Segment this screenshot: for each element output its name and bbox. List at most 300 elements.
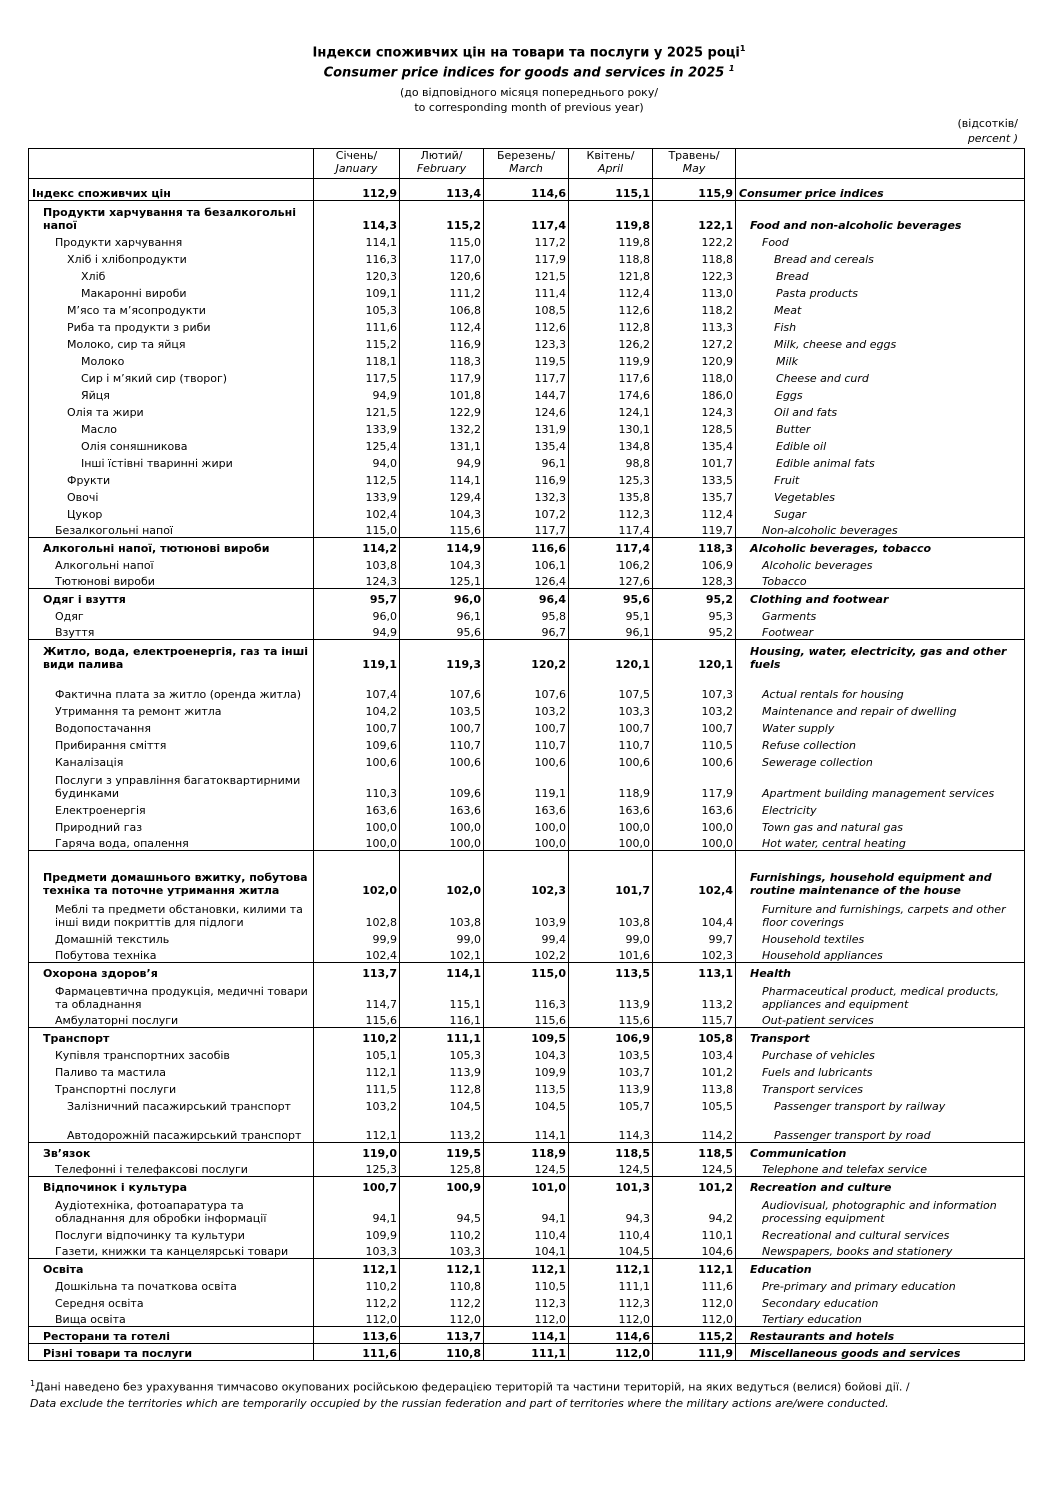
value-cell: 111,2 bbox=[400, 283, 484, 300]
value-cell: 109,6 bbox=[314, 735, 400, 752]
row-label-ua: Гаряча вода, опалення bbox=[29, 834, 314, 851]
table-row bbox=[29, 1194, 1025, 1225]
value-cell: 96,0 bbox=[400, 589, 484, 606]
row-label-ua: Транспортні послуги bbox=[29, 1079, 314, 1096]
value-cell: 112,1 bbox=[314, 1062, 400, 1079]
value-cell: 96,1 bbox=[400, 606, 484, 623]
value-cell: 110,2 bbox=[314, 1276, 400, 1293]
value-cell: 112,2 bbox=[400, 1293, 484, 1310]
value-cell: 127,6 bbox=[569, 572, 653, 589]
value-cell: 133,5 bbox=[653, 470, 736, 487]
value-cell: 106,1 bbox=[484, 555, 569, 572]
value-cell: 104,3 bbox=[400, 555, 484, 572]
value-cell: 124,3 bbox=[314, 572, 400, 589]
row-label-ua: Аудіотехніка, фотоапаратура та обладнання для обробки інформації bbox=[29, 1194, 314, 1225]
value-cell: 134,8 bbox=[569, 436, 653, 453]
row-label-ua: Продукти харчування та безалкогольні напої bbox=[29, 201, 314, 232]
value-cell: 163,6 bbox=[569, 800, 653, 817]
row-label-ua: Автодорожній пасажирський транспорт bbox=[29, 1113, 314, 1143]
row-label-ua: Каналізація bbox=[29, 752, 314, 769]
table-row bbox=[29, 470, 1025, 487]
table-row bbox=[29, 1259, 1025, 1276]
value-cell: 114,1 bbox=[484, 1327, 569, 1344]
table-row bbox=[29, 1242, 1025, 1259]
value-cell: 115,2 bbox=[400, 201, 484, 232]
row-label-en: Pre-primary and primary education bbox=[736, 1276, 1025, 1293]
value-cell: 112,5 bbox=[314, 470, 400, 487]
value-cell: 118,3 bbox=[653, 538, 736, 555]
value-cell: 112,4 bbox=[569, 283, 653, 300]
value-cell: 111,1 bbox=[400, 1028, 484, 1045]
table-row bbox=[29, 1045, 1025, 1062]
value-cell: 115,6 bbox=[400, 521, 484, 538]
value-cell: 100,0 bbox=[314, 834, 400, 851]
value-cell: 128,3 bbox=[653, 572, 736, 589]
value-cell: 119,8 bbox=[569, 201, 653, 232]
row-label-ua: Послуги відпочинку та культури bbox=[29, 1225, 314, 1242]
value-cell: 186,0 bbox=[653, 385, 736, 402]
table-row bbox=[29, 1143, 1025, 1160]
row-label-en: Furniture and furnishings, carpets and other floor coverings bbox=[736, 897, 1025, 929]
value-cell: 103,3 bbox=[314, 1242, 400, 1259]
row-label-en: Transport services bbox=[736, 1079, 1025, 1096]
value-cell: 102,1 bbox=[400, 946, 484, 963]
value-cell: 110,1 bbox=[653, 1225, 736, 1242]
value-cell: 109,6 bbox=[400, 769, 484, 800]
row-label-ua: Послуги з управління багатоквартирними будинками bbox=[29, 769, 314, 800]
value-cell: 129,4 bbox=[400, 487, 484, 504]
row-label-en: Household appliances bbox=[736, 946, 1025, 963]
value-cell: 120,1 bbox=[653, 640, 736, 671]
value-cell: 99,7 bbox=[653, 929, 736, 946]
value-cell: 107,3 bbox=[653, 671, 736, 701]
row-label-ua: М’ясо та м’ясопродукти bbox=[29, 300, 314, 317]
value-cell: 122,1 bbox=[653, 201, 736, 232]
table-row bbox=[29, 1310, 1025, 1327]
table-row bbox=[29, 436, 1025, 453]
table-row bbox=[29, 1293, 1025, 1310]
value-cell: 108,5 bbox=[484, 300, 569, 317]
value-cell: 125,1 bbox=[400, 572, 484, 589]
value-cell: 106,8 bbox=[400, 300, 484, 317]
value-cell: 104,3 bbox=[400, 504, 484, 521]
value-cell: 117,2 bbox=[484, 232, 569, 249]
table-row bbox=[29, 402, 1025, 419]
value-cell: 119,7 bbox=[653, 521, 736, 538]
value-cell: 94,0 bbox=[314, 453, 400, 470]
value-cell: 96,1 bbox=[569, 623, 653, 640]
row-label-ua: Масло bbox=[29, 419, 314, 436]
value-cell: 114,3 bbox=[569, 1113, 653, 1143]
value-cell: 118,2 bbox=[653, 300, 736, 317]
value-cell: 110,3 bbox=[314, 769, 400, 800]
value-cell: 101,0 bbox=[484, 1177, 569, 1194]
value-cell: 101,2 bbox=[653, 1062, 736, 1079]
value-cell: 104,5 bbox=[569, 1242, 653, 1259]
value-cell: 110,5 bbox=[653, 735, 736, 752]
value-cell: 117,4 bbox=[569, 538, 653, 555]
table-row bbox=[29, 538, 1025, 555]
value-cell: 103,7 bbox=[569, 1062, 653, 1079]
row-label-ua: Індекс споживчих цін bbox=[29, 179, 314, 201]
value-cell: 94,5 bbox=[400, 1194, 484, 1225]
value-cell: 104,5 bbox=[484, 1096, 569, 1113]
table-row bbox=[29, 817, 1025, 834]
value-cell: 105,3 bbox=[314, 300, 400, 317]
value-cell: 133,9 bbox=[314, 487, 400, 504]
value-cell: 102,8 bbox=[314, 897, 400, 929]
value-cell: 100,0 bbox=[653, 834, 736, 851]
value-cell: 110,4 bbox=[569, 1225, 653, 1242]
value-cell: 100,0 bbox=[484, 834, 569, 851]
value-cell: 104,2 bbox=[314, 701, 400, 718]
value-cell: 121,5 bbox=[484, 266, 569, 283]
value-cell: 112,1 bbox=[400, 1259, 484, 1276]
row-label-ua: Ресторани та готелі bbox=[29, 1327, 314, 1344]
header-month: Січень/ January bbox=[314, 149, 400, 179]
row-label-en: Passenger transport by railway bbox=[736, 1096, 1025, 1113]
value-cell: 163,6 bbox=[484, 800, 569, 817]
value-cell: 121,8 bbox=[569, 266, 653, 283]
value-cell: 115,0 bbox=[484, 963, 569, 980]
value-cell: 116,3 bbox=[484, 980, 569, 1011]
value-cell: 104,1 bbox=[484, 1242, 569, 1259]
value-cell: 120,6 bbox=[400, 266, 484, 283]
header-blank-ua bbox=[29, 149, 314, 179]
table-row bbox=[29, 946, 1025, 963]
value-cell: 102,4 bbox=[314, 946, 400, 963]
table-row bbox=[29, 980, 1025, 1011]
value-cell: 112,0 bbox=[569, 1310, 653, 1327]
value-cell: 111,9 bbox=[653, 1344, 736, 1361]
row-label-en: Town gas and natural gas bbox=[736, 817, 1025, 834]
row-label-ua: Хліб bbox=[29, 266, 314, 283]
value-cell: 113,9 bbox=[569, 1079, 653, 1096]
value-cell: 113,7 bbox=[314, 963, 400, 980]
value-cell: 103,4 bbox=[653, 1045, 736, 1062]
value-cell: 95,6 bbox=[400, 623, 484, 640]
row-label-en: Purchase of vehicles bbox=[736, 1045, 1025, 1062]
row-label-ua: Паливо та мастила bbox=[29, 1062, 314, 1079]
table-row bbox=[29, 1011, 1025, 1028]
value-cell: 103,8 bbox=[569, 897, 653, 929]
value-cell: 113,5 bbox=[484, 1079, 569, 1096]
row-label-ua: Інші їстівні тваринні жири bbox=[29, 453, 314, 470]
row-label-en: Sugar bbox=[736, 504, 1025, 521]
table-row bbox=[29, 1177, 1025, 1194]
row-label-en: Recreation and culture bbox=[736, 1177, 1025, 1194]
row-label-ua: Одяг bbox=[29, 606, 314, 623]
value-cell: 94,1 bbox=[314, 1194, 400, 1225]
value-cell: 105,1 bbox=[314, 1045, 400, 1062]
table-row bbox=[29, 385, 1025, 402]
value-cell: 102,2 bbox=[484, 946, 569, 963]
value-cell: 119,5 bbox=[484, 351, 569, 368]
table-row bbox=[29, 334, 1025, 351]
value-cell: 100,0 bbox=[569, 834, 653, 851]
value-cell: 100,7 bbox=[569, 718, 653, 735]
table-row bbox=[29, 487, 1025, 504]
table-row bbox=[29, 1225, 1025, 1242]
row-label-ua: Яйця bbox=[29, 385, 314, 402]
value-cell: 131,1 bbox=[400, 436, 484, 453]
row-label-en: Food bbox=[736, 232, 1025, 249]
value-cell: 105,8 bbox=[653, 1028, 736, 1045]
value-cell: 119,1 bbox=[484, 769, 569, 800]
value-cell: 100,9 bbox=[400, 1177, 484, 1194]
value-cell: 115,1 bbox=[400, 980, 484, 1011]
value-cell: 101,7 bbox=[653, 453, 736, 470]
value-cell: 114,3 bbox=[314, 201, 400, 232]
value-cell: 100,6 bbox=[653, 752, 736, 769]
value-cell: 114,1 bbox=[484, 1113, 569, 1143]
value-cell: 117,5 bbox=[314, 368, 400, 385]
value-cell: 102,3 bbox=[653, 946, 736, 963]
value-cell: 116,9 bbox=[400, 334, 484, 351]
table-row bbox=[29, 521, 1025, 538]
value-cell: 96,0 bbox=[314, 606, 400, 623]
value-cell: 122,2 bbox=[653, 232, 736, 249]
value-cell: 119,5 bbox=[400, 1143, 484, 1160]
value-cell: 116,9 bbox=[484, 470, 569, 487]
table-row bbox=[29, 701, 1025, 718]
value-cell: 103,2 bbox=[314, 1096, 400, 1113]
value-cell: 124,6 bbox=[484, 402, 569, 419]
value-cell: 113,2 bbox=[400, 1113, 484, 1143]
value-cell: 101,2 bbox=[653, 1177, 736, 1194]
value-cell: 117,9 bbox=[400, 368, 484, 385]
value-cell: 112,3 bbox=[569, 504, 653, 521]
value-cell: 104,6 bbox=[653, 1242, 736, 1259]
value-cell: 119,9 bbox=[569, 351, 653, 368]
value-cell: 113,5 bbox=[569, 963, 653, 980]
value-cell: 95,3 bbox=[653, 606, 736, 623]
value-cell: 119,0 bbox=[314, 1143, 400, 1160]
value-cell: 163,6 bbox=[400, 800, 484, 817]
row-label-en: Hot water, central heating bbox=[736, 834, 1025, 851]
value-cell: 95,6 bbox=[569, 589, 653, 606]
value-cell: 94,3 bbox=[569, 1194, 653, 1225]
row-label-ua: Тютюнові вироби bbox=[29, 572, 314, 589]
table-row bbox=[29, 283, 1025, 300]
value-cell: 95,2 bbox=[653, 589, 736, 606]
value-cell: 100,0 bbox=[400, 834, 484, 851]
value-cell: 113,3 bbox=[653, 317, 736, 334]
value-cell: 102,0 bbox=[400, 851, 484, 897]
row-label-ua: Електроенергія bbox=[29, 800, 314, 817]
value-cell: 128,5 bbox=[653, 419, 736, 436]
value-cell: 100,7 bbox=[653, 718, 736, 735]
row-label-ua: Олія соняшникова bbox=[29, 436, 314, 453]
value-cell: 130,1 bbox=[569, 419, 653, 436]
value-cell: 163,6 bbox=[314, 800, 400, 817]
table-row bbox=[29, 1327, 1025, 1344]
row-label-ua: Безалкогольні напої bbox=[29, 521, 314, 538]
table-body bbox=[29, 179, 1025, 1361]
value-cell: 100,7 bbox=[314, 1177, 400, 1194]
table-row bbox=[29, 963, 1025, 980]
row-label-en: Food and non-alcoholic beverages bbox=[736, 201, 1025, 232]
value-cell: 144,7 bbox=[484, 385, 569, 402]
row-label-ua: Водопостачання bbox=[29, 718, 314, 735]
subtitle-ua: (до відповідного місяця попереднього року/ bbox=[399, 86, 659, 99]
value-cell: 118,5 bbox=[569, 1143, 653, 1160]
table-row bbox=[29, 1028, 1025, 1045]
value-cell: 120,1 bbox=[569, 640, 653, 671]
value-cell: 113,2 bbox=[653, 980, 736, 1011]
value-cell: 110,7 bbox=[400, 735, 484, 752]
value-cell: 174,6 bbox=[569, 385, 653, 402]
value-cell: 106,9 bbox=[569, 1028, 653, 1045]
value-cell: 113,9 bbox=[569, 980, 653, 1011]
table-row bbox=[29, 572, 1025, 589]
row-label-ua: Вища освіта bbox=[29, 1310, 314, 1327]
value-cell: 101,6 bbox=[569, 946, 653, 963]
value-cell: 103,3 bbox=[400, 1242, 484, 1259]
value-cell: 102,4 bbox=[314, 504, 400, 521]
table-row bbox=[29, 300, 1025, 317]
table-row bbox=[29, 752, 1025, 769]
table-row bbox=[29, 1079, 1025, 1096]
header-month: Травень/ May bbox=[653, 149, 736, 179]
value-cell: 124,5 bbox=[484, 1160, 569, 1177]
row-label-en: Fuels and lubricants bbox=[736, 1062, 1025, 1079]
value-cell: 103,8 bbox=[314, 555, 400, 572]
value-cell: 115,1 bbox=[569, 179, 653, 201]
value-cell: 132,3 bbox=[484, 487, 569, 504]
table-row bbox=[29, 589, 1025, 606]
row-label-en: Tobacco bbox=[736, 572, 1025, 589]
value-cell: 100,7 bbox=[400, 718, 484, 735]
value-cell: 115,0 bbox=[314, 521, 400, 538]
row-label-ua: Зв’язок bbox=[29, 1143, 314, 1160]
row-label-ua: Побутова техніка bbox=[29, 946, 314, 963]
value-cell: 112,0 bbox=[484, 1310, 569, 1327]
value-cell: 116,1 bbox=[400, 1011, 484, 1028]
value-cell: 126,4 bbox=[484, 572, 569, 589]
table-row bbox=[29, 368, 1025, 385]
value-cell: 106,9 bbox=[653, 555, 736, 572]
value-cell: 112,6 bbox=[569, 300, 653, 317]
row-label-ua: Амбулаторні послуги bbox=[29, 1011, 314, 1028]
value-cell: 110,2 bbox=[314, 1028, 400, 1045]
value-cell: 121,5 bbox=[314, 402, 400, 419]
value-cell: 110,2 bbox=[400, 1225, 484, 1242]
value-cell: 100,6 bbox=[569, 752, 653, 769]
value-cell: 100,7 bbox=[314, 718, 400, 735]
value-cell: 114,1 bbox=[314, 232, 400, 249]
value-cell: 115,2 bbox=[653, 1327, 736, 1344]
value-cell: 106,2 bbox=[569, 555, 653, 572]
value-cell: 112,9 bbox=[314, 179, 400, 201]
row-label-ua: Молоко bbox=[29, 351, 314, 368]
value-cell: 107,6 bbox=[484, 671, 569, 701]
value-cell: 99,0 bbox=[569, 929, 653, 946]
table-row bbox=[29, 623, 1025, 640]
value-cell: 113,9 bbox=[400, 1062, 484, 1079]
value-cell: 100,0 bbox=[400, 817, 484, 834]
value-cell: 94,2 bbox=[653, 1194, 736, 1225]
row-label-en: Audiovisual, photographic and information processing equipment bbox=[736, 1194, 1025, 1225]
value-cell: 111,1 bbox=[569, 1276, 653, 1293]
value-cell: 105,3 bbox=[400, 1045, 484, 1062]
value-cell: 100,0 bbox=[569, 817, 653, 834]
table-row bbox=[29, 1160, 1025, 1177]
table-row bbox=[29, 851, 1025, 897]
value-cell: 96,4 bbox=[484, 589, 569, 606]
row-label-en: Footwear bbox=[736, 623, 1025, 640]
title-en: Consumer price indices for goods and services in 2025 $^1$ bbox=[323, 64, 735, 81]
header-month: Квітень/ April bbox=[569, 149, 653, 179]
table-row bbox=[29, 897, 1025, 929]
value-cell: 107,5 bbox=[569, 671, 653, 701]
row-label-en: Newspapers, books and stationery bbox=[736, 1242, 1025, 1259]
row-label-en: Non-alcoholic beverages bbox=[736, 521, 1025, 538]
value-cell: 112,4 bbox=[653, 504, 736, 521]
value-cell: 135,4 bbox=[653, 436, 736, 453]
value-cell: 133,9 bbox=[314, 419, 400, 436]
value-cell: 107,6 bbox=[400, 671, 484, 701]
value-cell: 117,7 bbox=[484, 368, 569, 385]
value-cell: 114,6 bbox=[569, 1327, 653, 1344]
value-cell: 100,6 bbox=[400, 752, 484, 769]
value-cell: 104,4 bbox=[653, 897, 736, 929]
value-cell: 117,7 bbox=[484, 521, 569, 538]
value-cell: 118,9 bbox=[484, 1143, 569, 1160]
value-cell: 103,2 bbox=[484, 701, 569, 718]
row-label-ua: Природний газ bbox=[29, 817, 314, 834]
table-row bbox=[29, 800, 1025, 817]
value-cell: 112,1 bbox=[314, 1113, 400, 1143]
value-cell: 127,2 bbox=[653, 334, 736, 351]
value-cell: 114,1 bbox=[400, 470, 484, 487]
row-label-en: Out-patient services bbox=[736, 1011, 1025, 1028]
row-label-en: Water supply bbox=[736, 718, 1025, 735]
table-row bbox=[29, 718, 1025, 735]
row-label-en: Consumer price indices bbox=[736, 179, 1025, 201]
value-cell: 112,0 bbox=[314, 1310, 400, 1327]
value-cell: 119,3 bbox=[400, 640, 484, 671]
row-label-en: Electricity bbox=[736, 800, 1025, 817]
row-label-en: Secondary education bbox=[736, 1293, 1025, 1310]
value-cell: 125,3 bbox=[314, 1160, 400, 1177]
table-row bbox=[29, 1276, 1025, 1293]
value-cell: 103,5 bbox=[400, 701, 484, 718]
row-label-en: Recreational and cultural services bbox=[736, 1225, 1025, 1242]
table-row bbox=[29, 453, 1025, 470]
table-row bbox=[29, 419, 1025, 436]
value-cell: 125,8 bbox=[400, 1160, 484, 1177]
value-cell: 120,9 bbox=[653, 351, 736, 368]
units-label: (відсотків/ percent ) bbox=[957, 117, 1018, 145]
row-label-ua: Сир і м’який сир (творог) bbox=[29, 368, 314, 385]
value-cell: 112,8 bbox=[569, 317, 653, 334]
value-cell: 95,7 bbox=[314, 589, 400, 606]
row-label-ua: Охорона здоров’я bbox=[29, 963, 314, 980]
table-row bbox=[29, 555, 1025, 572]
value-cell: 112,6 bbox=[484, 317, 569, 334]
value-cell: 115,9 bbox=[653, 179, 736, 201]
row-label-ua: Предмети домашнього вжитку, побутова техніка та поточне утримання житла bbox=[29, 851, 314, 897]
row-label-en: Maintenance and repair of dwelling bbox=[736, 701, 1025, 718]
row-label-ua: Одяг і взуття bbox=[29, 589, 314, 606]
row-label-ua: Алкогольні напої bbox=[29, 555, 314, 572]
row-label-en: Clothing and footwear bbox=[736, 589, 1025, 606]
row-label-ua: Риба та продукти з риби bbox=[29, 317, 314, 334]
value-cell: 112,1 bbox=[569, 1259, 653, 1276]
value-cell: 105,5 bbox=[653, 1096, 736, 1113]
value-cell: 113,7 bbox=[400, 1327, 484, 1344]
